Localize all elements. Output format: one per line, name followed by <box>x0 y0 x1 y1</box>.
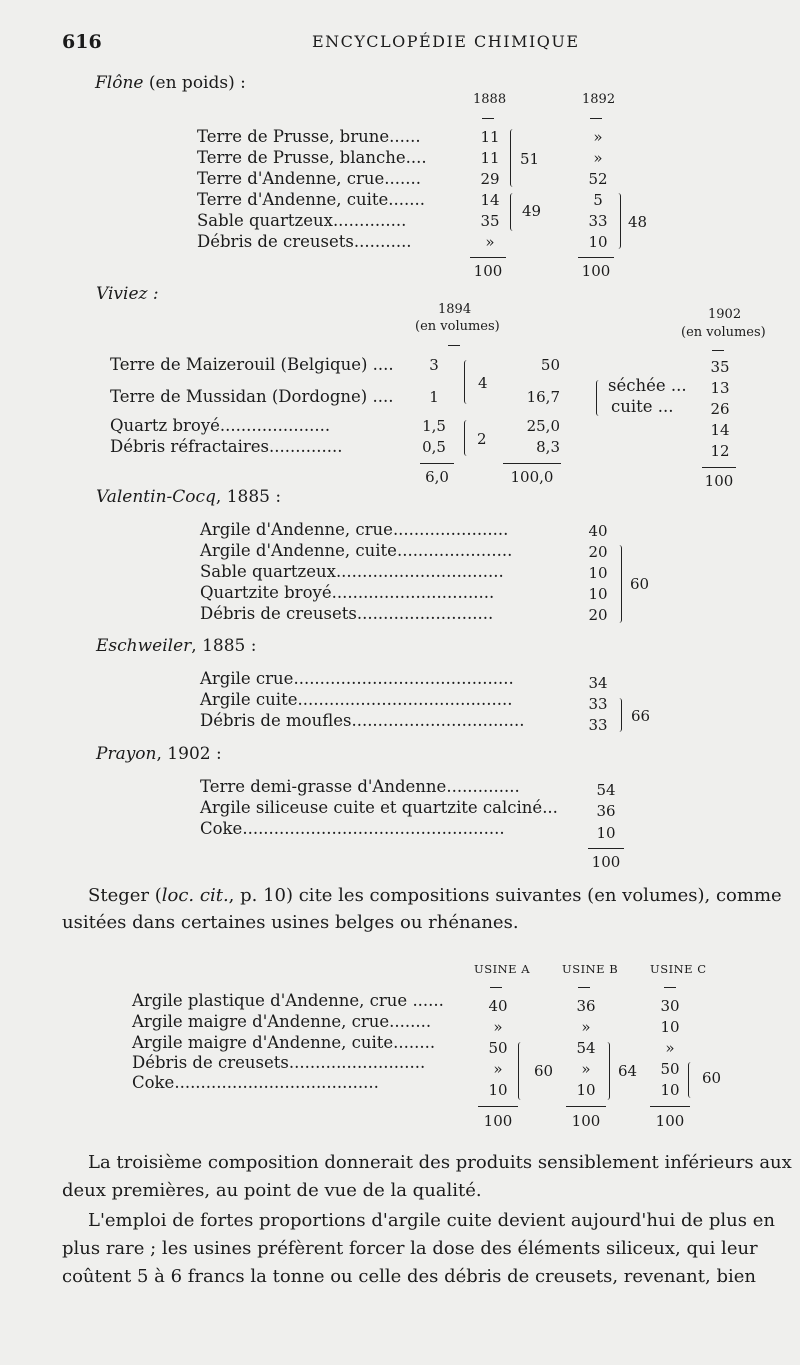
viviez-c-label: séchée ... <box>608 376 687 395</box>
eschweiler-value: 33 <box>588 716 608 734</box>
valentin-row-label: Argile d'Andenne, crue...................... <box>200 520 509 539</box>
flone-col-1888: 1888 <box>473 92 507 107</box>
viviez-1894-value: 1,5 <box>422 417 446 435</box>
running-title: ENCYCLOPÉDIE CHIMIQUE <box>312 32 580 51</box>
eschweiler-row-label: Débris de moufles................................. <box>200 711 525 730</box>
usine-c-header: USINE C <box>650 962 707 976</box>
usine-c-value: 30 <box>660 997 680 1015</box>
flone-1888-value: 35 <box>480 212 500 230</box>
usine-b-group: 64 <box>618 1062 638 1080</box>
valentin-value: 10 <box>588 564 608 582</box>
viviez-1902-pct: 50 <box>540 356 560 374</box>
viviez-col-1894-sub: (en volumes) <box>415 319 500 334</box>
viviez-heading: Viviez : <box>96 284 159 304</box>
flone-1892-value: » <box>593 128 603 146</box>
usines-row-label: Coke....................................... <box>132 1073 379 1092</box>
prayon-value: 10 <box>596 824 616 842</box>
flone-1888-value: 11 <box>480 128 500 146</box>
paragraph-1-line-2: deux premières, au point de vue de la qualité. <box>62 1180 482 1201</box>
flone-1892-value: 5 <box>593 191 603 209</box>
usine-a-value: 10 <box>488 1081 508 1099</box>
flone-1892-value: » <box>593 149 603 167</box>
usine-b-value: 54 <box>576 1039 596 1057</box>
viviez-col-1894: 1894 <box>438 302 472 317</box>
flone-1892-value: 10 <box>588 233 608 251</box>
viviez-c-label: cuite ... <box>611 397 674 416</box>
viviez-c-value: 12 <box>710 442 730 460</box>
valentin-value: 20 <box>588 543 608 561</box>
usines-row-label: Argile plastique d'Andenne, crue ...... <box>132 991 444 1010</box>
usine-c-value: 10 <box>660 1018 680 1036</box>
usine-a-value: » <box>493 1060 503 1078</box>
usine-c-value: » <box>665 1039 675 1057</box>
eschweiler-row-label: Argile crue.......................................... <box>200 669 514 688</box>
usine-a-value: 40 <box>488 997 508 1015</box>
usine-a-value: 50 <box>488 1039 508 1057</box>
eschweiler-heading: Eschweiler, 1885 : <box>96 636 257 656</box>
flone-1888-value: 14 <box>480 191 500 209</box>
usine-c-value: 10 <box>660 1081 680 1099</box>
prayon-row-label: Argile siliceuse cuite et quartzite calciné... <box>200 798 558 817</box>
flone-heading-name: Flône <box>95 73 144 93</box>
viviez-col-1902-sub: (en volumes) <box>681 325 766 340</box>
viviez-c-value: 35 <box>710 358 730 376</box>
flone-total-1888: 100 <box>473 262 503 280</box>
usine-a-header: USINE A <box>474 962 531 976</box>
flone-1892-value: 52 <box>588 170 608 188</box>
usine-b-brace <box>604 1042 610 1100</box>
eschweiler-value: 33 <box>588 695 608 713</box>
valentin-brace <box>616 545 622 623</box>
valentin-heading: Valentin-Cocq, 1885 : <box>96 487 282 507</box>
flone-row-label: Débris de creusets........... <box>197 232 412 251</box>
usine-a-total: 100 <box>483 1112 513 1130</box>
viviez-1894-value: 0,5 <box>422 438 446 456</box>
flone-brace-1888-a <box>510 129 516 187</box>
usine-b-value: 36 <box>576 997 596 1015</box>
viviez-row-label: Terre de Mussidan (Dordogne) .... <box>110 387 394 406</box>
flone-row-label: Terre de Prusse, blanche.... <box>197 148 427 167</box>
viviez-total-a: 6,0 <box>425 468 449 486</box>
flone-total-1892: 100 <box>581 262 611 280</box>
viviez-col-1902: 1902 <box>708 307 742 322</box>
prayon-heading: Prayon, 1902 : <box>96 744 222 764</box>
flone-row-label: Terre d'Andenne, cuite....... <box>197 190 426 209</box>
usine-c-value: 50 <box>660 1060 680 1078</box>
viviez-total-c: 100 <box>704 472 734 490</box>
usine-b-value: » <box>581 1060 591 1078</box>
flone-1888-value: » <box>485 233 495 251</box>
flone-brace-1892 <box>615 193 621 249</box>
viviez-group-a1: 4 <box>478 374 488 392</box>
valentin-value: 20 <box>588 606 608 624</box>
valentin-value: 10 <box>588 585 608 603</box>
viviez-brace-c <box>596 380 602 416</box>
valentin-row-label: Quartzite broyé............................... <box>200 583 495 602</box>
flone-heading <box>95 73 246 93</box>
viviez-group-a2: 2 <box>477 430 487 448</box>
flone-col-1892: 1892 <box>582 92 616 107</box>
valentin-row-label: Sable quartzeux................................ <box>200 562 504 581</box>
paragraph-2-line-3: coûtent 5 à 6 francs la tonne ou celle des débris de creusets, revenant, bien <box>62 1266 756 1287</box>
usine-a-group: 60 <box>534 1062 554 1080</box>
viviez-total-b: 100,0 <box>510 468 554 486</box>
steger-line-1: Steger (loc. cit., p. 10) cite les compositions suivantes (en volumes), comme <box>88 885 782 906</box>
usine-a-brace <box>518 1042 524 1100</box>
usine-a-value: » <box>493 1018 503 1036</box>
flone-group-1892: 48 <box>628 213 648 231</box>
flone-row-label: Sable quartzeux.............. <box>197 211 407 230</box>
viviez-1902-pct: 8,3 <box>536 438 560 456</box>
usine-b-value: » <box>581 1018 591 1036</box>
prayon-row-label: Terre demi-grasse d'Andenne.............. <box>200 777 520 796</box>
usines-row-label: Débris de creusets.......................... <box>132 1053 426 1072</box>
viviez-1902-pct: 25,0 <box>526 417 560 435</box>
usine-c-group: 60 <box>702 1069 722 1087</box>
prayon-total: 100 <box>591 853 621 871</box>
prayon-value: 54 <box>596 781 616 799</box>
flone-brace-1888-b <box>510 193 516 231</box>
paragraph-2-line-1: L'emploi de fortes proportions d'argile cuite devient aujourd'hui de plus en <box>88 1210 775 1231</box>
valentin-row-label: Débris de creusets.......................... <box>200 604 494 623</box>
flone-row-label: Terre d'Andenne, crue....... <box>197 169 421 188</box>
viviez-1902-pct: 16,7 <box>526 388 560 406</box>
flone-row-label: Terre de Prusse, brune...... <box>197 127 421 146</box>
paragraph-1-line-1: La troisième composition donnerait des produits sensiblement inférieurs aux <box>88 1152 792 1173</box>
usine-b-total: 100 <box>571 1112 601 1130</box>
flone-heading-suffix: (en poids) : <box>148 73 246 93</box>
viviez-row-label: Quartz broyé..................... <box>110 416 331 435</box>
usine-c-brace <box>688 1062 694 1098</box>
usine-b-value: 10 <box>576 1081 596 1099</box>
viviez-1894-value: 3 <box>429 356 439 374</box>
eschweiler-group: 66 <box>631 707 651 725</box>
viviez-brace-a2 <box>464 420 470 456</box>
eschweiler-row-label: Argile cuite......................................... <box>200 690 513 709</box>
flone-1892-value: 33 <box>588 212 608 230</box>
viviez-c-value: 14 <box>710 421 730 439</box>
viviez-brace-a1 <box>464 360 470 404</box>
prayon-value: 36 <box>596 802 616 820</box>
valentin-row-label: Argile d'Andenne, cuite...................... <box>200 541 513 560</box>
flone-1888-value: 11 <box>480 149 500 167</box>
steger-line-2: usitées dans certaines usines belges ou rhénanes. <box>62 912 519 933</box>
viviez-c-value: 13 <box>710 379 730 397</box>
eschweiler-value: 34 <box>588 674 608 692</box>
usines-row-label: Argile maigre d'Andenne, crue........ <box>132 1012 432 1031</box>
flone-group-1888-b: 49 <box>522 202 542 220</box>
flone-group-1888-a: 51 <box>520 150 540 168</box>
viviez-c-value: 26 <box>710 400 730 418</box>
page-number: 616 <box>62 31 102 53</box>
prayon-row-label: Coke.................................................. <box>200 819 505 838</box>
viviez-1894-value: 1 <box>429 388 439 406</box>
eschweiler-brace <box>616 698 622 732</box>
valentin-value: 40 <box>588 522 608 540</box>
viviez-row-label: Terre de Maizerouil (Belgique) .... <box>110 355 394 374</box>
valentin-group: 60 <box>630 575 650 593</box>
usine-b-header: USINE B <box>562 962 619 976</box>
paragraph-2-line-2: plus rare ; les usines préfèrent forcer la dose des éléments siliceux, qui leur <box>62 1238 758 1259</box>
usine-c-total: 100 <box>655 1112 685 1130</box>
usines-row-label: Argile maigre d'Andenne, cuite........ <box>132 1033 436 1052</box>
flone-1888-value: 29 <box>480 170 500 188</box>
viviez-row-label: Débris réfractaires.............. <box>110 437 343 456</box>
